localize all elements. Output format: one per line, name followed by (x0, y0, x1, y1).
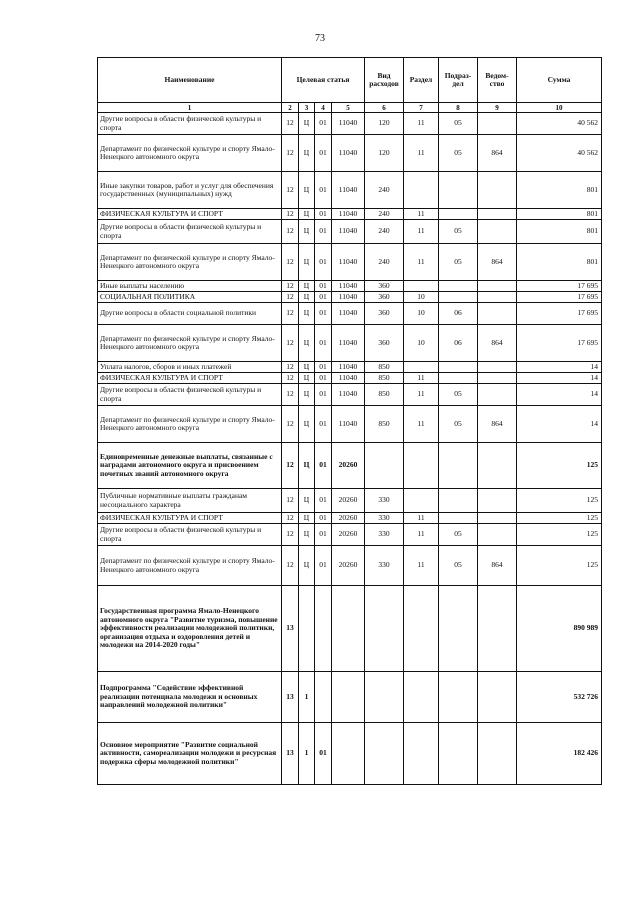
cell-exp-type: 240 (365, 209, 404, 220)
cell-target-event (315, 672, 332, 723)
cell-subsection (439, 172, 478, 209)
cell-target-code: 20260 (332, 489, 365, 513)
cell-section: 11 (404, 220, 439, 244)
cell-section (404, 723, 439, 785)
cell-dept (478, 723, 517, 785)
cell-target-event: 01 (315, 513, 332, 524)
cell-name: Единовременные денежные выплаты, связанные с наградами автономного округа и присвоением почетных званий автономного округа (98, 443, 282, 489)
cell-sum: 801 (517, 172, 602, 209)
cell-target-code: 11040 (332, 406, 365, 443)
cell-section (404, 281, 439, 292)
cell-target-event: 01 (315, 325, 332, 362)
table-row (98, 513, 602, 524)
cell-target-event: 01 (315, 135, 332, 172)
cell-sum: 14 (517, 362, 602, 373)
cell-dept (478, 513, 517, 524)
cell-subsection (439, 373, 478, 384)
cell-target-sub: Ц (299, 281, 315, 292)
cell-sum: 125 (517, 489, 602, 513)
cell-section (404, 586, 439, 672)
cell-name: ФИЗИЧЕСКАЯ КУЛЬТУРА И СПОРТ (98, 373, 282, 384)
cell-target-program: 12 (282, 281, 299, 292)
cell-target-program: 12 (282, 113, 299, 135)
cell-target-sub: Ц (299, 524, 315, 546)
header-exp-type: Вид расходов (365, 58, 404, 103)
cell-target-event: 01 (315, 524, 332, 546)
cell-target-program: 12 (282, 489, 299, 513)
cell-target-event: 01 (315, 723, 332, 785)
cell-dept (478, 362, 517, 373)
cell-target-event: 01 (315, 406, 332, 443)
cell-exp-type: 240 (365, 220, 404, 244)
cell-dept (478, 292, 517, 303)
cell-target-program: 12 (282, 513, 299, 524)
cell-exp-type: 240 (365, 244, 404, 281)
cell-name: Другие вопросы в области физической культуры и спорта (98, 113, 282, 135)
cell-section (404, 362, 439, 373)
cell-sum: 125 (517, 546, 602, 586)
cell-exp-type: 330 (365, 489, 404, 513)
cell-target-sub: 1 (299, 672, 315, 723)
cell-subsection: 05 (439, 113, 478, 135)
cell-subsection (439, 443, 478, 489)
header-row (98, 58, 602, 103)
cell-target-program: 12 (282, 373, 299, 384)
cell-target-program: 12 (282, 244, 299, 281)
cell-target-code: 20260 (332, 524, 365, 546)
cell-target-sub: Ц (299, 292, 315, 303)
cell-target-sub: Ц (299, 172, 315, 209)
cell-exp-type: 360 (365, 292, 404, 303)
cell-section: 10 (404, 292, 439, 303)
cell-section: 11 (404, 524, 439, 546)
cell-target-sub: Ц (299, 303, 315, 325)
cell-subsection (439, 281, 478, 292)
cell-target-program: 12 (282, 325, 299, 362)
cell-subsection (439, 513, 478, 524)
table-row (98, 489, 602, 513)
cell-target-event: 01 (315, 281, 332, 292)
cell-dept (478, 586, 517, 672)
cell-name: СОЦИАЛЬНАЯ ПОЛИТИКА (98, 292, 282, 303)
cell-sum: 14 (517, 384, 602, 406)
table-row (98, 220, 602, 244)
cell-target-code: 11040 (332, 220, 365, 244)
cell-sum: 125 (517, 524, 602, 546)
cell-subsection: 05 (439, 546, 478, 586)
cell-target-event: 01 (315, 292, 332, 303)
cell-sum: 532 726 (517, 672, 602, 723)
cell-target-sub: Ц (299, 513, 315, 524)
col-num: 1 (98, 103, 282, 113)
cell-section: 11 (404, 546, 439, 586)
cell-subsection (439, 489, 478, 513)
cell-target-event (315, 586, 332, 672)
table-row (98, 303, 602, 325)
cell-target-event: 01 (315, 489, 332, 513)
col-num: 2 (282, 103, 299, 113)
cell-name: Департамент по физической культуре и спорту Ямало-Ненецкого автономного округа (98, 406, 282, 443)
cell-target-event: 01 (315, 172, 332, 209)
cell-sum: 17 695 (517, 281, 602, 292)
cell-name: Департамент по физической культуре и спорту Ямало-Ненецкого автономного округа (98, 135, 282, 172)
cell-name: Другие вопросы в области физической культуры и спорта (98, 384, 282, 406)
cell-target-program: 12 (282, 292, 299, 303)
cell-target-sub: Ц (299, 135, 315, 172)
cell-exp-type: 120 (365, 113, 404, 135)
cell-target-sub (299, 586, 315, 672)
cell-exp-type: 360 (365, 281, 404, 292)
cell-target-code: 20260 (332, 443, 365, 489)
header-subsection: Подраз-дел (439, 58, 478, 103)
cell-target-sub: Ц (299, 220, 315, 244)
cell-target-code: 11040 (332, 135, 365, 172)
cell-target-event: 01 (315, 303, 332, 325)
cell-name: Другие вопросы в области физической культуры и спорта (98, 220, 282, 244)
cell-sum: 801 (517, 220, 602, 244)
cell-target-program: 13 (282, 672, 299, 723)
cell-exp-type: 240 (365, 172, 404, 209)
cell-target-code: 11040 (332, 209, 365, 220)
cell-subsection: 05 (439, 244, 478, 281)
table-row (98, 135, 602, 172)
cell-subsection: 06 (439, 303, 478, 325)
table-row (98, 384, 602, 406)
cell-section: 11 (404, 384, 439, 406)
cell-target-code: 20260 (332, 513, 365, 524)
table-row (98, 362, 602, 373)
cell-target-event: 01 (315, 373, 332, 384)
cell-dept (478, 443, 517, 489)
table-row (98, 172, 602, 209)
cell-target-event: 01 (315, 362, 332, 373)
cell-name: Департамент по физической культуре и спорту Ямало-Ненецкого автономного округа (98, 325, 282, 362)
cell-section: 11 (404, 113, 439, 135)
cell-section: 11 (404, 373, 439, 384)
cell-exp-type: 850 (365, 406, 404, 443)
cell-target-sub: Ц (299, 406, 315, 443)
cell-name: Публичные нормативные выплаты гражданам несоциального характера (98, 489, 282, 513)
table-row (98, 281, 602, 292)
header-section: Раздел (404, 58, 439, 103)
cell-exp-type: 330 (365, 546, 404, 586)
cell-sum: 801 (517, 244, 602, 281)
cell-exp-type (365, 672, 404, 723)
cell-subsection: 05 (439, 406, 478, 443)
cell-name: Государственная программа Ямало-Ненецкого автономного округа "Развитие туризма, повышение эффективности реализации молодежной политики, организация отдыха и оздоровления детей и молодежи на 2014-2020 годы" (98, 586, 282, 672)
cell-target-code (332, 586, 365, 672)
cell-subsection (439, 292, 478, 303)
table-row (98, 586, 602, 672)
cell-name: Департамент по физической культуре и спорту Ямало-Ненецкого автономного округа (98, 244, 282, 281)
cell-dept (478, 303, 517, 325)
cell-section (404, 443, 439, 489)
page-number: 73 (315, 33, 325, 44)
cell-target-program: 12 (282, 524, 299, 546)
cell-target-sub: Ц (299, 362, 315, 373)
col-num: 10 (517, 103, 602, 113)
cell-target-program: 12 (282, 209, 299, 220)
cell-dept: 864 (478, 546, 517, 586)
cell-exp-type: 330 (365, 513, 404, 524)
cell-target-sub: Ц (299, 244, 315, 281)
cell-target-sub: 1 (299, 723, 315, 785)
table-row (98, 292, 602, 303)
table-row (98, 373, 602, 384)
cell-subsection (439, 723, 478, 785)
cell-sum: 40 562 (517, 135, 602, 172)
cell-target-code: 11040 (332, 281, 365, 292)
cell-sum: 17 695 (517, 292, 602, 303)
cell-sum: 17 695 (517, 303, 602, 325)
cell-target-program: 12 (282, 406, 299, 443)
cell-sum: 182 426 (517, 723, 602, 785)
cell-sum: 125 (517, 443, 602, 489)
cell-dept: 864 (478, 406, 517, 443)
col-num: 8 (439, 103, 478, 113)
cell-section: 11 (404, 244, 439, 281)
cell-section: 11 (404, 406, 439, 443)
cell-dept (478, 384, 517, 406)
table-row (98, 244, 602, 281)
table-body (98, 113, 602, 785)
cell-dept: 864 (478, 244, 517, 281)
cell-target-sub: Ц (299, 373, 315, 384)
cell-exp-type (365, 723, 404, 785)
cell-target-event: 01 (315, 244, 332, 281)
cell-target-code (332, 672, 365, 723)
cell-subsection (439, 209, 478, 220)
cell-subsection: 05 (439, 220, 478, 244)
cell-sum: 890 989 (517, 586, 602, 672)
cell-section: 11 (404, 209, 439, 220)
col-num: 9 (478, 103, 517, 113)
cell-target-event: 01 (315, 546, 332, 586)
cell-name: Основное мероприятие "Развитие социальной активности, самореализации молодежи и ресурсная подержка сферы молодежной политики" (98, 723, 282, 785)
cell-name: Уплата налогов, сборов и иных платежей (98, 362, 282, 373)
cell-target-program: 13 (282, 723, 299, 785)
cell-target-code: 11040 (332, 303, 365, 325)
cell-target-sub: Ц (299, 443, 315, 489)
col-num: 7 (404, 103, 439, 113)
cell-name: Подпрограмма "Содействие эффективной реализации потенциала молодежи и основных направлений молодежной политики" (98, 672, 282, 723)
cell-target-program: 12 (282, 135, 299, 172)
cell-subsection (439, 672, 478, 723)
cell-target-event: 01 (315, 384, 332, 406)
cell-exp-type (365, 586, 404, 672)
cell-name: ФИЗИЧЕСКАЯ КУЛЬТУРА И СПОРТ (98, 209, 282, 220)
cell-sum: 17 695 (517, 325, 602, 362)
header-target: Целевая статья (282, 58, 365, 103)
cell-target-sub: Ц (299, 489, 315, 513)
cell-target-code: 11040 (332, 292, 365, 303)
cell-subsection (439, 362, 478, 373)
cell-dept (478, 672, 517, 723)
cell-sum: 14 (517, 373, 602, 384)
table-row (98, 524, 602, 546)
cell-dept: 864 (478, 325, 517, 362)
cell-target-program: 12 (282, 362, 299, 373)
cell-name: Другие вопросы в области социальной политики (98, 303, 282, 325)
cell-subsection: 05 (439, 135, 478, 172)
cell-subsection (439, 586, 478, 672)
header-sum: Сумма (517, 58, 602, 103)
header-dept: Ведом-ство (478, 58, 517, 103)
table-row (98, 443, 602, 489)
table-row (98, 209, 602, 220)
cell-target-sub: Ц (299, 325, 315, 362)
cell-name: Департамент по физической культуре и спорту Ямало-Ненецкого автономного округа (98, 546, 282, 586)
cell-dept: 864 (478, 135, 517, 172)
cell-target-sub: Ц (299, 209, 315, 220)
table-row (98, 406, 602, 443)
table-row (98, 672, 602, 723)
cell-dept (478, 172, 517, 209)
cell-subsection: 05 (439, 384, 478, 406)
cell-dept (478, 489, 517, 513)
cell-target-program: 12 (282, 384, 299, 406)
cell-exp-type: 850 (365, 373, 404, 384)
cell-dept (478, 524, 517, 546)
cell-section (404, 172, 439, 209)
cell-exp-type (365, 443, 404, 489)
budget-table (97, 57, 602, 785)
cell-section (404, 489, 439, 513)
table-row (98, 113, 602, 135)
cell-sum: 801 (517, 209, 602, 220)
cell-target-code: 11040 (332, 244, 365, 281)
cell-target-program: 12 (282, 303, 299, 325)
cell-target-code: 20260 (332, 546, 365, 586)
cell-exp-type: 850 (365, 362, 404, 373)
cell-exp-type: 360 (365, 303, 404, 325)
cell-target-event: 01 (315, 209, 332, 220)
cell-dept (478, 373, 517, 384)
cell-exp-type: 850 (365, 384, 404, 406)
cell-target-event: 01 (315, 113, 332, 135)
cell-target-event: 01 (315, 220, 332, 244)
cell-subsection: 06 (439, 325, 478, 362)
cell-exp-type: 330 (365, 524, 404, 546)
cell-section: 10 (404, 303, 439, 325)
cell-target-code: 11040 (332, 384, 365, 406)
cell-target-code: 11040 (332, 172, 365, 209)
cell-exp-type: 120 (365, 135, 404, 172)
cell-name: ФИЗИЧЕСКАЯ КУЛЬТУРА И СПОРТ (98, 513, 282, 524)
cell-name: Другие вопросы в области физической культуры и спорта (98, 524, 282, 546)
cell-dept (478, 209, 517, 220)
cell-dept (478, 113, 517, 135)
col-num: 3 (299, 103, 315, 113)
col-num: 4 (315, 103, 332, 113)
cell-sum: 40 562 (517, 113, 602, 135)
table-row (98, 546, 602, 586)
cell-name: Иные закупки товаров, работ и услуг для обеспечения государственных (муниципальных) нужд (98, 172, 282, 209)
cell-target-program: 13 (282, 586, 299, 672)
cell-target-program: 12 (282, 443, 299, 489)
cell-section: 11 (404, 135, 439, 172)
cell-target-code: 11040 (332, 113, 365, 135)
cell-name: Иные выплаты населению (98, 281, 282, 292)
cell-dept (478, 220, 517, 244)
cell-dept (478, 281, 517, 292)
cell-target-program: 12 (282, 220, 299, 244)
header-name: Наименование (98, 58, 282, 103)
col-num: 6 (365, 103, 404, 113)
column-number-row (98, 103, 602, 113)
cell-target-code: 11040 (332, 373, 365, 384)
cell-target-program: 12 (282, 172, 299, 209)
cell-target-sub: Ц (299, 546, 315, 586)
cell-target-code: 11040 (332, 362, 365, 373)
table-row (98, 325, 602, 362)
cell-target-sub: Ц (299, 384, 315, 406)
cell-subsection: 05 (439, 524, 478, 546)
cell-target-code (332, 723, 365, 785)
cell-sum: 125 (517, 513, 602, 524)
cell-sum: 14 (517, 406, 602, 443)
cell-section (404, 672, 439, 723)
table-row (98, 723, 602, 785)
cell-target-program: 12 (282, 546, 299, 586)
cell-section: 10 (404, 325, 439, 362)
cell-exp-type: 360 (365, 325, 404, 362)
cell-target-sub: Ц (299, 113, 315, 135)
cell-section: 11 (404, 513, 439, 524)
col-num: 5 (332, 103, 365, 113)
cell-target-code: 11040 (332, 325, 365, 362)
cell-target-event: 01 (315, 443, 332, 489)
